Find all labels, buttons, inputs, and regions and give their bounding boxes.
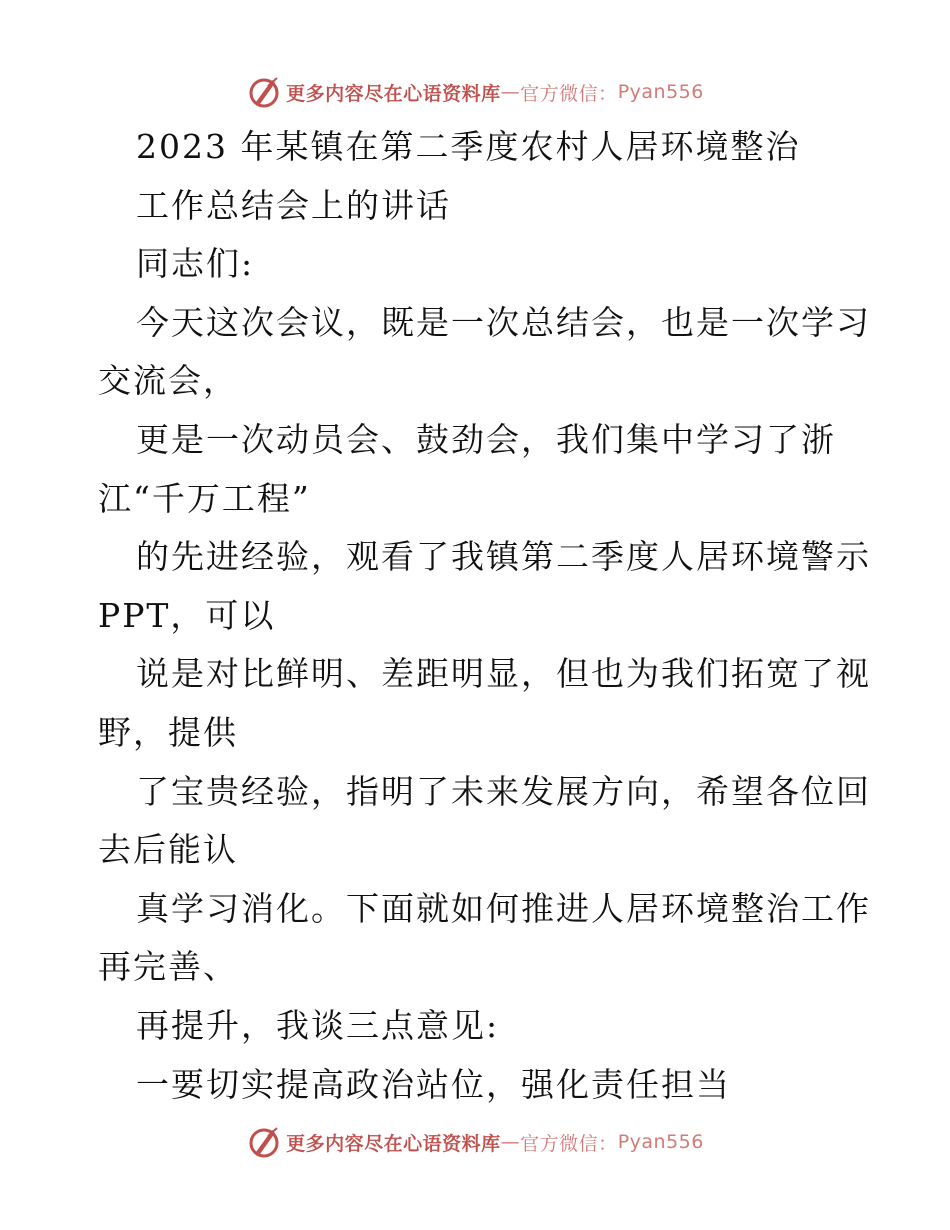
watermark-wechat-label: 官方微信： <box>520 82 618 105</box>
document-body <box>98 118 871 1114</box>
text-line: PPT，可以 <box>98 595 276 635</box>
text-line: 同志们: <box>136 244 255 284</box>
quill-logo-icon <box>246 1124 282 1160</box>
watermark-wechat-id: Pyan556 <box>617 1131 704 1153</box>
text-line: 真学习消化。下面就如何推进人居环境整治工作 <box>136 888 871 928</box>
text-line: 的先进经验，观看了我镇第二季度人居环境警示 <box>136 537 871 577</box>
text-line: 了宝贵经验，指明了未来发展方向，希望各位回 <box>136 771 871 811</box>
text-line: 今天这次会议，既是一次总结会，也是一次学习 <box>136 302 871 342</box>
text-line: 去后能认 <box>98 830 238 870</box>
text-line: 说是对比鲜明、差距明显，但也为我们拓宽了视 <box>136 654 871 694</box>
quill-logo-icon <box>246 74 282 110</box>
text-line: 一要切实提高政治站位，强化责任担当 <box>136 1064 731 1104</box>
text-line: 2023 年某镇在第二季度农村人居环境整治 <box>136 127 801 166</box>
text-line: 再提升，我谈三点意见: <box>136 1005 500 1045</box>
text-line: 交流会， <box>98 361 238 401</box>
footer-watermark <box>0 1124 950 1160</box>
text-line: 野，提供 <box>98 712 238 752</box>
header-watermark <box>0 74 950 110</box>
watermark-separator: — <box>500 81 521 103</box>
text-line: 再完善、 <box>98 947 238 987</box>
text-line: 江“千万工程” <box>98 478 311 518</box>
watermark-wechat-label: 官方微信： <box>520 1132 618 1155</box>
watermark-separator: — <box>500 1131 521 1153</box>
watermark-brand: 更多内容尽在心语资料库 <box>286 1132 501 1155</box>
watermark-wechat-id: Pyan556 <box>617 81 704 103</box>
text-line: 更是一次动员会、鼓劲会，我们集中学习了浙 <box>136 419 836 459</box>
watermark-brand: 更多内容尽在心语资料库 <box>286 82 501 105</box>
text-line: 工作总结会上的讲话 <box>136 185 451 225</box>
